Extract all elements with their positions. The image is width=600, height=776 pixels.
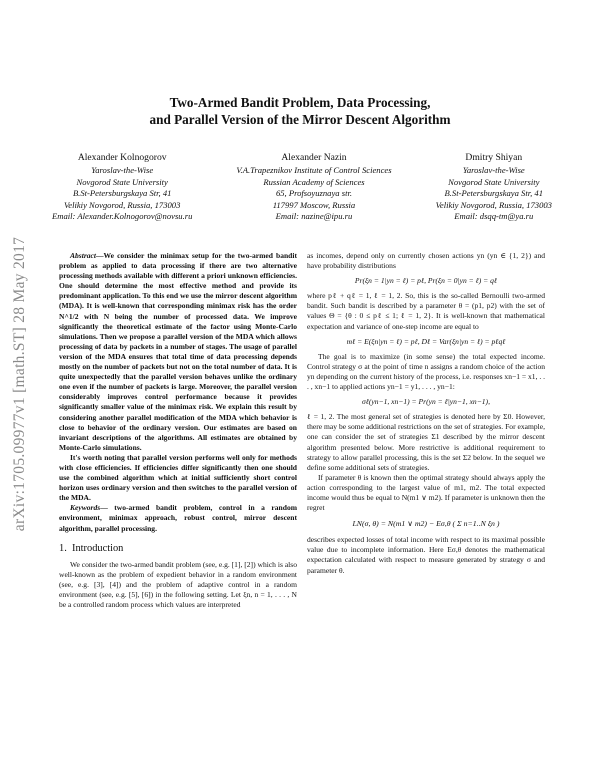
body-paragraph: ℓ = 1, 2. The most general set of strategies is denoted here by Σ0. However, there may be some additional restrictions on the set of strategies. For example, one can consider the set of strategies Σ1 described by the mirror descent algorithm presented below. More restrictive is additional requirement to strategy to allow parallel processing, this is the set Σ2 below. In the sequel we define some additional sets of strategies. — [307, 412, 545, 472]
author-affiliation: 65, Profsoyuznaya str. — [275, 188, 353, 199]
author-affiliation: Novgorod State University — [76, 176, 168, 187]
body-paragraph: If parameter θ is known then the optimal strategy should always apply the action corresponding to the largest value of m1, m2. The total expected income would thus be equal to N(m1 ∨ m2). If parameter is unknown then the regret — [307, 472, 545, 513]
abstract — [59, 251, 297, 453]
intro-paragraph: We consider the two-armed bandit problem (see, e.g. [1], [2]) which is also well-known as the problem of expedient behavior in a random environment (see, e.g. [3], [4]) and the problem of adaptive control in a random environment (see, e.g. [5], [6]) in the following setting. Let ξn, n = 1, . . . , N be a controlled random process which values are interpreted — [59, 559, 297, 610]
right-column — [307, 251, 545, 576]
author-affiliation: Velikiy Novgorod, Russia, 173003 — [435, 199, 552, 210]
section-title: Introduction — [72, 542, 124, 554]
author-name: Alexander Nazin — [281, 152, 347, 163]
equation-expectation: mℓ = E(ξn|yn = ℓ) = pℓ, Dℓ = Var(ξn|yn = ℓ) = pℓqℓ — [346, 336, 506, 346]
author-affiliation: B.St-Petersburgskaya Str, 41 — [444, 188, 544, 199]
author-affiliation: B.St-Petersburgskaya Str, 41 — [72, 188, 172, 199]
keywords-text: — two-armed bandit problem, control in a random environment, minimax approach, robust control, mirror descent algorithm, parallel processing. — [59, 503, 297, 533]
body-paragraph: as incomes, depend only on currently chosen actions yn (yn ∈ {1, 2}) and have probability distributions — [307, 251, 545, 271]
title-line-2: and Parallel Version of the Mirror Descent Algorithm — [149, 112, 451, 127]
author-block — [52, 152, 552, 222]
keywords-label: Keywords — [70, 503, 101, 513]
author-email: Email: nazine@ipu.ru — [275, 211, 353, 222]
section-number: 1. — [59, 542, 67, 554]
author-affiliation: V.A.Trapeznikov Institute of Control Sciences — [236, 165, 392, 176]
author-affiliation: Yaroslav-the-Wise — [462, 165, 525, 176]
author-2 — [236, 152, 391, 222]
abstract-text: —We consider the minimax setup for the two-armed bandit problem as applied to data processing if there are two alternative processing methods available with different a priori unknown efficiencies. One should determine the most effective method and provide its predominant application. To this end we use the mirror descent algorithm (MDA). It is well-known that corresponding minimax risk has the order N^1/2 with N being the number of processed data. We improve significantly the theoretical estimate of the factor using Monte-Carlo simulations. Then we propose a parallel version of the MDA which allows processing of data by packets in a number of stages. The usage of parallel version of the MDA ensures that total time of data processing depends mostly on the number of packets but not on the total number of data. It is quite unexpectedly that the parallel version behaves unlike the ordinary one even if the number of packets is large. Moreover, the parallel version considerably improves control performance because it provides significantly smaller value of the minimax risk. We explain this result by considering another parallel modification of the MDA which behavior is close to behavior of the ordinary version. Our estimates are based on invariant descriptions of the algorithms. All estimates are obtained by Monte-Carlo simulations. — [59, 251, 297, 452]
equation-strategy: σℓ(yn−1, xn−1) = Pr(yn = ℓ|yn−1, xn−1), — [362, 397, 490, 407]
arxiv-side-label: arXiv:1705.09977v1 [math.ST] 28 May 2017 — [11, 236, 28, 532]
author-name: Alexander Kolnogorov — [77, 152, 167, 163]
body-paragraph: describes expected losses of total income with respect to its maximal possible value due to incomplete information. Here Eσ,θ denotes the mathematical expectation calculated with respect to measure generated by strategy σ and parameter θ. — [307, 535, 545, 575]
author-1 — [52, 152, 192, 222]
abstract-label: Abstract — [70, 251, 96, 260]
body-paragraph: The goal is to maximize (in some sense) the total expected income. Control strategy σ at the point of time n assigns a random choice of the action yn depending on the current history of the process, i.e. responses xn−1 = x1, . . . , xn−1 to applied actions yn−1 = y1, . . . , yn−1: — [307, 351, 546, 392]
author-affiliation: Novgorod State University — [448, 176, 540, 187]
equation-regret: LN(σ, θ) = N(m1 ∨ m2) − Eσ,θ ( Σ n=1..N ξn ) — [352, 519, 500, 529]
section-heading — [59, 544, 297, 554]
paper-title — [60, 94, 540, 128]
author-affiliation: 117997 Moscow, Russia — [272, 199, 356, 210]
left-column — [59, 251, 297, 610]
author-email: Email: dsqq-tm@ya.ru — [454, 211, 534, 222]
author-3 — [436, 152, 552, 222]
author-name: Dmitry Shiyan — [465, 152, 523, 163]
abstract-paragraph-2: It's worth noting that parallel version performs well only for methods with close efficiencies. If efficiencies differ significantly then one should use the combined algorithm which at initial sufficiently short control horizon uses ordinary version and then switches to the parallel version of the MDA. — [59, 452, 297, 503]
author-affiliation: Velikiy Novgorod, Russia, 173003 — [63, 199, 181, 210]
title-line-1: Two-Armed Bandit Problem, Data Processing, — [169, 95, 431, 110]
body-paragraph: where pℓ + qℓ = 1, ℓ = 1, 2. So, this is the so-called Bernoulli two-armed bandit. Such bandit is described by a parameter θ = (p1, p2) with the set of values Θ = {θ : 0 ≤ pℓ ≤ 1; ℓ = 1, 2}. It is well-known that mathematical expectation and variance of one-step income are equal to — [307, 291, 545, 331]
equation-probabilities: Pr(ξn = 1|yn = ℓ) = pℓ, Pr(ξn = 0|yn = ℓ) = qℓ — [354, 276, 498, 286]
keywords — [59, 503, 297, 533]
author-affiliation: Russian Academy of Sciences — [263, 176, 365, 187]
author-affiliation: Yaroslav-the-Wise — [91, 165, 154, 176]
author-email: Email: Alexander.Kolnogorov@novsu.ru — [52, 211, 193, 222]
